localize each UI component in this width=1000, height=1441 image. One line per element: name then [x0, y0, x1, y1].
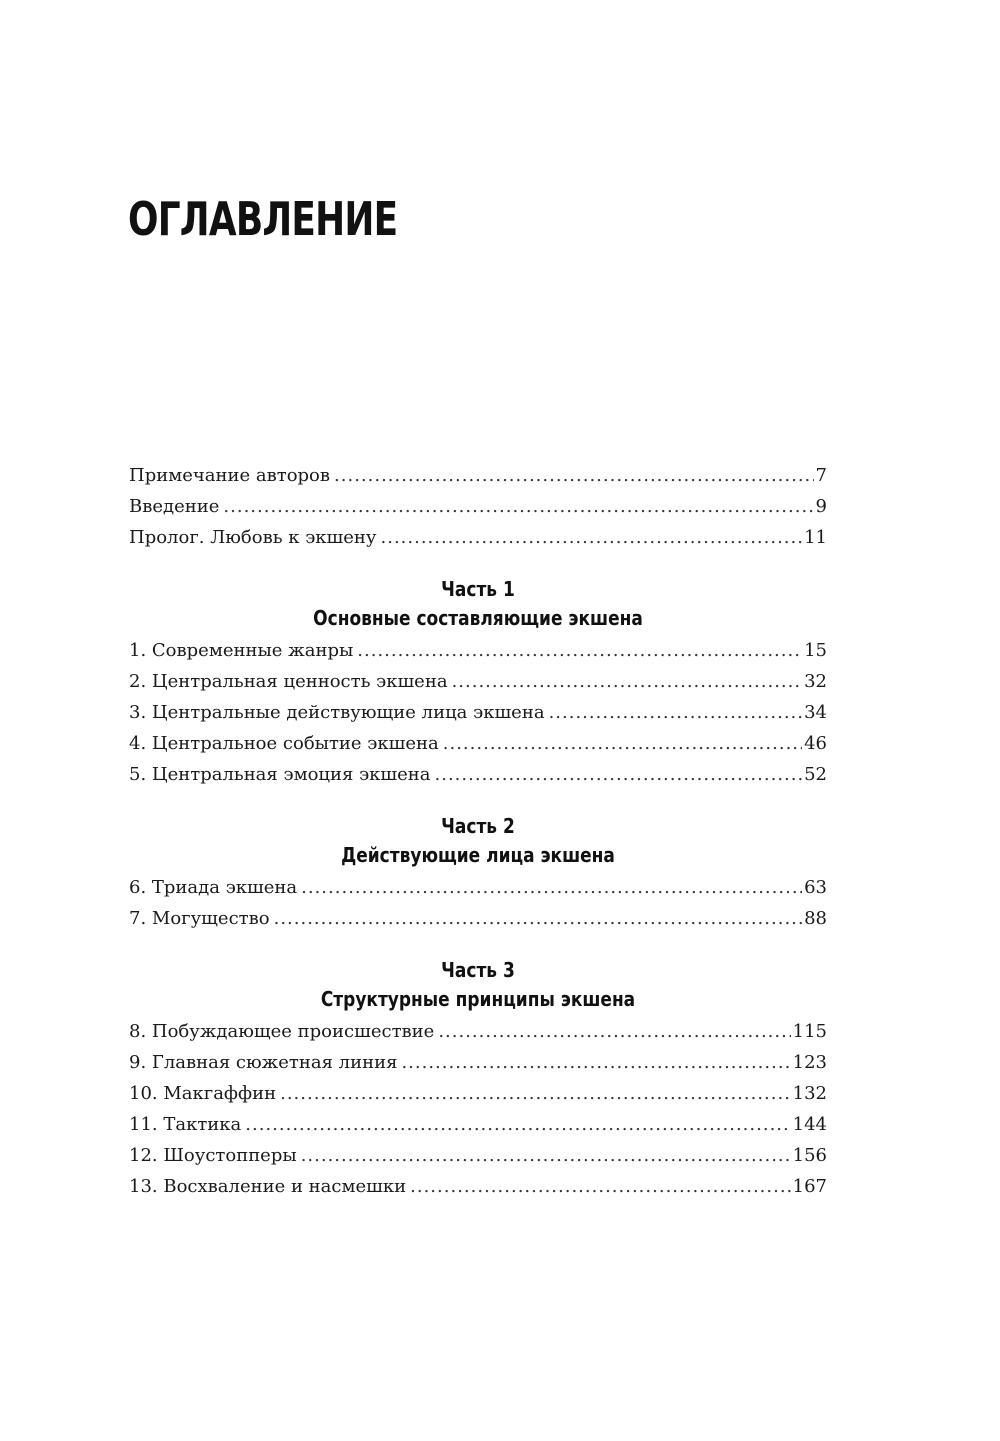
table-of-contents — [129, 460, 827, 1202]
toc-entry-label: 13. Восхваление и насмешки — [129, 1176, 407, 1197]
toc-entry-chapter-12[interactable] — [129, 1140, 827, 1171]
toc-entry-label: 12. Шоустопперы — [129, 1145, 297, 1166]
dot-leader — [301, 1140, 791, 1171]
page-title: ОГЛАВЛЕНИЕ — [128, 192, 398, 246]
dot-leader — [223, 491, 813, 522]
toc-entry-page: 167 — [792, 1176, 827, 1197]
toc-entry-chapter-13[interactable] — [129, 1171, 827, 1202]
toc-entry-chapter-11[interactable] — [129, 1109, 827, 1140]
toc-entry-page: 9 — [815, 496, 827, 517]
toc-entry-chapter-9[interactable] — [129, 1047, 827, 1078]
toc-entry-label: Введение — [129, 496, 220, 517]
toc-entry-label: 3. Центральные действующие лица экшена — [129, 702, 545, 723]
toc-entry-label: 1. Современные жанры — [129, 640, 354, 661]
toc-entry-label: 5. Центральная эмоция экшена — [129, 764, 431, 785]
toc-entry-introduction[interactable] — [129, 491, 827, 522]
toc-entry-page: 115 — [792, 1021, 827, 1042]
toc-entry-chapter-6[interactable] — [129, 872, 827, 903]
toc-entry-label: 7. Могущество — [129, 908, 270, 929]
dot-leader — [334, 460, 814, 491]
toc-entry-label: Примечание авторов — [129, 465, 331, 486]
dot-leader — [357, 635, 802, 666]
toc-entry-page: 15 — [804, 640, 827, 661]
toc-entry-page: 7 — [815, 465, 827, 486]
toc-entry-page: 11 — [804, 527, 827, 548]
toc-entry-chapter-7[interactable] — [129, 903, 827, 934]
dot-leader — [549, 697, 803, 728]
dot-leader — [280, 1078, 791, 1109]
dot-leader — [301, 872, 802, 903]
part-3-heading: Часть 3 — [441, 958, 515, 982]
toc-entry-page: 52 — [804, 764, 827, 785]
dot-leader — [401, 1047, 790, 1078]
toc-entry-chapter-4[interactable] — [129, 728, 827, 759]
part-2-subtitle: Действующие лица экшена — [341, 843, 615, 867]
toc-entry-page: 144 — [792, 1114, 827, 1135]
toc-entry-chapter-10[interactable] — [129, 1078, 827, 1109]
toc-entry-label: Пролог. Любовь к экшену — [129, 527, 377, 548]
toc-entry-page: 88 — [804, 908, 827, 929]
toc-entry-label: 4. Центральное событие экшена — [129, 733, 439, 754]
toc-entry-chapter-3[interactable] — [129, 697, 827, 728]
toc-entry-chapter-5[interactable] — [129, 759, 827, 790]
toc-entry-authors-note[interactable] — [129, 460, 827, 491]
toc-entry-page: 156 — [792, 1145, 827, 1166]
toc-entry-page: 132 — [792, 1083, 827, 1104]
part-1-heading: Часть 1 — [441, 577, 515, 601]
toc-entry-chapter-8[interactable] — [129, 1016, 827, 1047]
toc-entry-page: 123 — [792, 1052, 827, 1073]
toc-entry-chapter-2[interactable] — [129, 666, 827, 697]
dot-leader — [381, 522, 803, 553]
toc-entry-label: 6. Триада экшена — [129, 877, 298, 898]
toc-entry-prologue[interactable] — [129, 522, 827, 553]
dot-leader — [443, 728, 802, 759]
dot-leader — [452, 666, 803, 697]
dot-leader — [438, 1016, 790, 1047]
part-2-heading: Часть 2 — [441, 814, 515, 838]
dot-leader — [435, 759, 803, 790]
toc-entry-label: 10. Макгаффин — [129, 1083, 277, 1104]
dot-leader — [245, 1109, 790, 1140]
dot-leader — [410, 1171, 791, 1202]
part-3-subtitle: Структурные принципы экшена — [320, 987, 636, 1011]
toc-entry-page: 46 — [804, 733, 827, 754]
toc-entry-page: 32 — [804, 671, 827, 692]
toc-entry-page: 63 — [804, 877, 827, 898]
dot-leader — [274, 903, 803, 934]
toc-entry-label: 9. Главная сюжетная линия — [129, 1052, 398, 1073]
part-1-subtitle: Основные составляющие экшена — [313, 606, 643, 630]
toc-entry-label: 8. Побуждающее происшествие — [129, 1021, 435, 1042]
toc-entry-chapter-1[interactable] — [129, 635, 827, 666]
toc-entry-label: 2. Центральная ценность экшена — [129, 671, 448, 692]
toc-entry-page: 34 — [804, 702, 827, 723]
toc-entry-label: 11. Тактика — [129, 1114, 242, 1135]
